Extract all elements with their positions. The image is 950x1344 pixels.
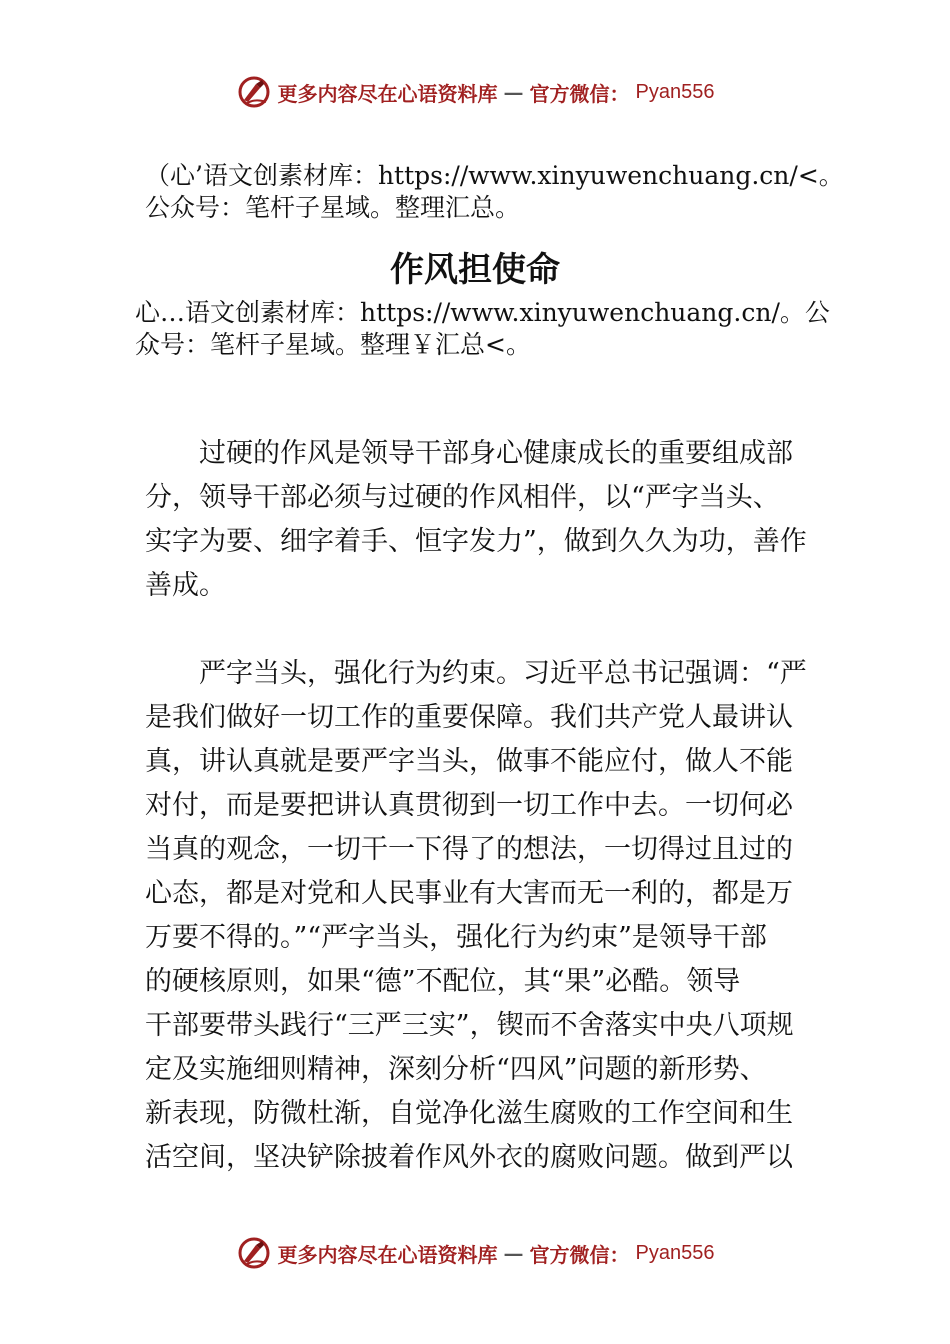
paragraph-line: 真，讲认真就是要严字当头，做事不能应付，做人不能 (145, 746, 793, 777)
banner-separator: — (503, 80, 524, 104)
banner-wechat-label: 官方微信： (529, 1242, 630, 1267)
paragraph-line: 活空间，坚决铲除披着作风外衣的腐败问题。做到严以 (145, 1142, 793, 1173)
paragraph-line: 的硬核原则，如果“德”不配位，其“果”必酷。领导 (145, 966, 741, 997)
paragraph-line: 严字当头，强化行为约束。习近平总书记强调：“严 (145, 658, 807, 689)
header-banner (0, 72, 950, 112)
source-note-line: 公众号：笔杆子星域。整理汇总。 (145, 193, 521, 222)
banner-text: 更多内容尽在心语资料库 (277, 1242, 498, 1267)
banner-wechat-id: Pyan556 (635, 1241, 715, 1264)
logo-icon (236, 1235, 272, 1271)
paragraph-line: 定及实施细则精神，深刻分析“四风”问题的新形势、 (145, 1054, 767, 1085)
banner-separator: — (503, 1241, 524, 1265)
paragraph-line: 干部要带头践行“三严三实”，锲而不舍落实中央八项规 (145, 1010, 794, 1041)
banner-text: 更多内容尽在心语资料库 (277, 81, 498, 106)
source-note-line: （心’语文创素材库：https://www.xinyuwenchuang.cn/<。 (145, 161, 844, 190)
paragraph-line: 当真的观念，一切干一下得了的想法，一切得过且过的 (145, 834, 793, 865)
logo-icon (236, 74, 272, 110)
paragraph-line: 善成。 (145, 570, 226, 601)
paragraph-line: 对付，而是要把讲认真贯彻到一切工作中去。一切何必 (145, 790, 793, 821)
paragraph-line: 过硬的作风是领导干部身心健康成长的重要组成部 (145, 438, 793, 469)
source-note-line: 心…语文创素材库：https://www.xinyuwenchuang.cn/。公 (135, 298, 830, 327)
paragraph-line: 是我们做好一切工作的重要保障。我们共产党人最讲认 (145, 702, 793, 733)
paragraph-line: 实字为要、细字着手、恒字发力”，做到久久为功，善作 (145, 526, 807, 557)
paragraph-line: 万要不得的。”“严字当头，强化行为约束”是领导干部 (145, 922, 767, 953)
banner-wechat-id: Pyan556 (635, 80, 715, 103)
paragraph-line: 心态，都是对党和人民事业有大害而无一利的，都是万 (145, 878, 793, 909)
source-note-line: 众号：笔杆子星域。整理￥汇总<。 (135, 330, 531, 359)
banner-wechat-label: 官方微信： (529, 81, 630, 106)
paragraph-line: 新表现，防微杜渐，自觉净化滋生腐败的工作空间和生 (145, 1098, 793, 1129)
document-title: 作风担使命 (390, 250, 560, 290)
footer-banner (0, 1233, 950, 1273)
paragraph-line: 分，领导干部必须与过硬的作风相伴，以“严字当头、 (145, 482, 780, 513)
